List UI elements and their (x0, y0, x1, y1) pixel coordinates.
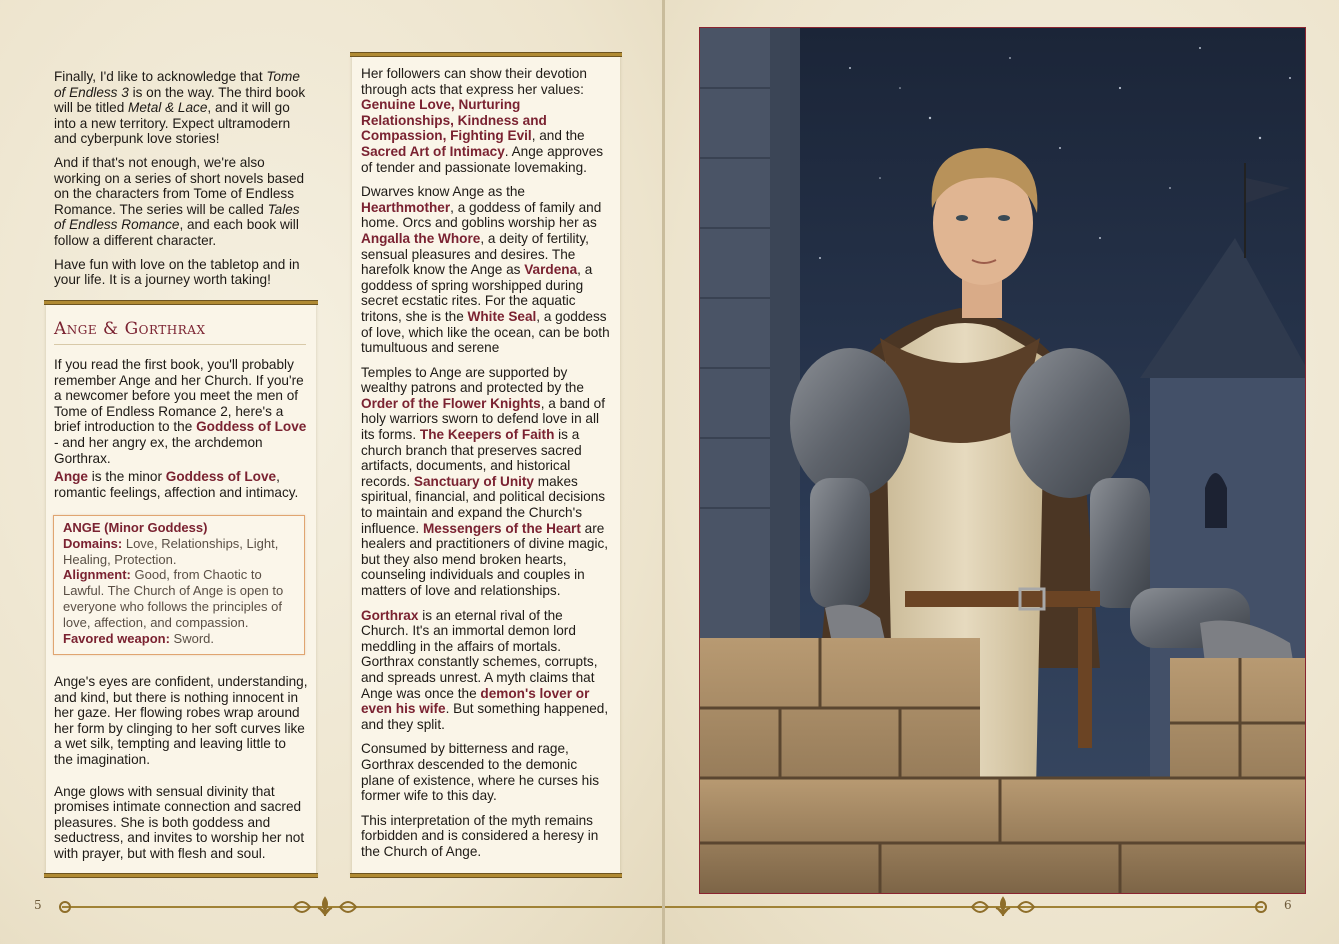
panel-top-bar (44, 300, 318, 305)
intro-text (54, 69, 310, 296)
section-intro (54, 357, 308, 475)
scroll-end-left-icon (54, 896, 76, 918)
description-paragraph-1: Ange's eyes are confident, understanding, and kind, but there is nothing innocent in her gaze. Her flowing robes wrap around her form by clinging to her soft curves like a wet silk, tempting and leaving little to the imagination. (54, 674, 308, 767)
gutter (662, 0, 665, 944)
footer-line-left (62, 906, 662, 908)
intro-paragraph-2: And if that's not enough, we're also working on a series of short novels based on the characters from Tome of Endless Romance. The series will be called Tales of Endless Romance, and each book will follow a different character. (54, 154, 305, 248)
mid-paragraph-4: Gorthrax is an eternal rival of the Church. It's an immortal demon lord meddling in the affairs of mortals. Gorthrax constantly schemes, corrupts, and spreads unrest. A myth claims that Ange was once the demon's lover or even his wife. But something happened, and they split. (361, 607, 609, 732)
mid-paragraph-1: Her followers can show their devotion through acts that express her values: Genuine Love, Nurturing Relationships, Kindness and Compassion, Fighting Evil, and the Sacred Art of Intimacy. Ange approves of tender and passionate lovemaking. (361, 66, 604, 175)
fleur-ornament-left-icon (290, 896, 360, 918)
scroll-end-right-icon (1250, 896, 1272, 918)
mid-paragraph-6: This interpretation of the myth remains forbidden and is considered a heresy in the Church of Ange. (361, 812, 599, 859)
left-bottom-text (54, 674, 308, 871)
mid-paragraph-5: Consumed by bitterness and rage, Gorthrax descended to the demonic plane of existence, where he curses his former wife to this day. (361, 741, 600, 804)
section-paragraph-2: Ange is the minor Goddess of Love, romantic feelings, affection and intimacy. (54, 469, 299, 500)
stat-weapon: Favored weapon: Sword. (63, 630, 214, 646)
page-number-left: 5 (34, 898, 42, 912)
intro-paragraph-1: Finally, I'd like to acknowledge that Tome of Endless 3 is on the way. The third book will be titled Metal & Lace, and it will go into a new territory. Expect ultramodern and cyberpunk love stories! (54, 69, 306, 147)
section-title: Ange & Gorthrax (54, 319, 206, 339)
footer-line-right (665, 906, 1263, 908)
middle-text (361, 66, 613, 869)
stat-block-title: ANGE (Minor Goddess) (63, 520, 208, 535)
section-rule (54, 344, 306, 345)
stat-alignment: Alignment: Good, from Chaotic to Lawful. The Church of Ange is open to everyone who follows the principles of love, affection, and compassion. (63, 567, 284, 630)
intro-paragraph-3: Have fun with love on the tabletop and in your life. It is a journey worth taking! (54, 256, 300, 288)
page-number-right: 6 (1284, 898, 1292, 912)
stat-block (53, 515, 305, 655)
mid-paragraph-2: Dwarves know Ange as the Hearthmother, a goddess of family and home. Orcs and goblins worship her as Angalla the Whore, a deity of fertility, sensual pleasures and desires. The harefolk know the Ange as Vardena, a goddess of spring worshipped during secret ecstatic rites. For the aquatic tritons, she is the White Seal, a goddess of love, which like the ocean, can be both tumultuous and serene (361, 184, 610, 356)
illustration-svg (700, 28, 1306, 894)
knight-illustration (699, 27, 1306, 894)
mid-paragraph-3: Temples to Ange are supported by wealthy patrons and protected by the Order of the Flower Knights, a band of holy warriors sworn to defend love in all its forms. The Keepers of Faith is a church branch that preserves sacred artifacts, documents, and historical records. Sanctuary of Unity makes spiritual, financial, and political decisions to maintain and expand the Church's influence. Messengers of the Heart are healers and practitioners of divine magic, but they also mend broken hearts, counseling individuals and couples in matters of love and relationships. (361, 364, 609, 598)
section-paragraph-1: If you read the first book, you'll probably remember Ange and her Church. If you're a newcomer before you meet the men of Tome of Endless Romance 2, here's a brief introduction to the Goddess of Love - and her angry ex, the archdemon Gorthrax. (54, 357, 307, 466)
fleur-ornament-right-icon (968, 896, 1038, 918)
mid-panel-bottom-bar (350, 873, 622, 878)
panel-bottom-bar (44, 873, 318, 878)
mid-panel-top-bar (350, 52, 622, 57)
stat-domains: Domains: Love, Relationships, Light, Healing, Protection. (63, 535, 279, 567)
description-paragraph-2: Ange glows with sensual divinity that promises intimate connection and sacred pleasures. She is both goddess and seductress, and invites to worship her not with prayer, but with flesh and soul. (54, 783, 305, 861)
